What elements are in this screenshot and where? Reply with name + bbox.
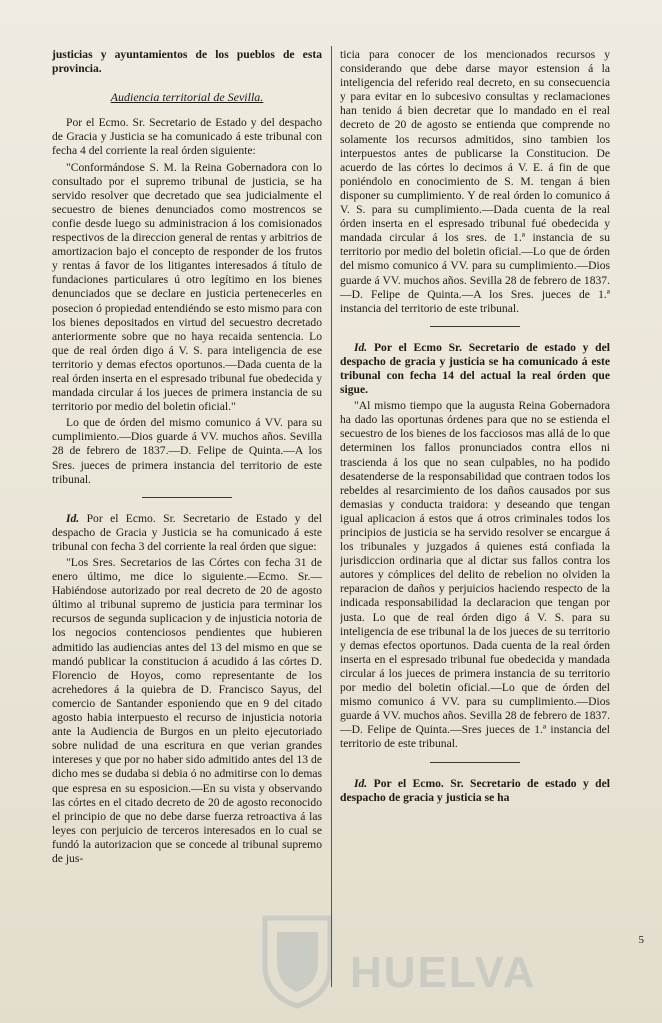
paragraph bbox=[52, 512, 322, 554]
paragraph-text: Por el Ecmo. Sr. Secretario de estado y del despacho de gracia y justicia se ha bbox=[340, 776, 610, 804]
id-marker: Id. bbox=[66, 511, 80, 525]
right-column bbox=[340, 48, 610, 1005]
divider bbox=[430, 326, 520, 327]
section-heading: Audiencia territorial de Sevilla. bbox=[110, 90, 264, 105]
paragraph-text: Por el Ecmo Sr. Secretario de estado y del despacho de gracia y justicia se ha comunicado á este tribunal con fecha 14 del actual la real órden que sigue. bbox=[340, 340, 610, 397]
watermark-text: HUELVA bbox=[350, 948, 537, 997]
intro-line: justicias y ayuntamientos de los pueblos de esta provincia. bbox=[52, 48, 322, 76]
paragraph bbox=[340, 777, 610, 805]
column-rule bbox=[331, 46, 332, 987]
id-marker: Id. bbox=[354, 340, 368, 354]
shield-emblem-icon bbox=[255, 910, 340, 1010]
page-mark: 5 bbox=[638, 934, 644, 946]
paragraph: ticia para conocer de los mencionados recursos y considerando que debe darse mayor estension á la inteligencia del referido real decreto, en su consecuencia y para evitar en lo subcesivo consultas y reclamaciones han tenido á bien decretar que lo mandado en el real decreto de 20 de agosto se entienda que comprende no solamente los recursos admitidos, sino tambien los interpuestos antes de publicarse la Constitucion. De acuerdo de las córtes lo decimos á V. E. á fin de que poniéndolo en conocimiento de S. M. tengan á bien disponer su cumplimiento. Y de real órden lo comunico á V. S. para su cumplimiento.—Dada cuenta de la real órden inserta en el espresado tribunal fué obedecida y mandada circular á los sres. de 1.ª instancia de su territorio por medio del boletin oficial.—Lo que de órden del mismo comunico á VV. para su cumplimiento.—Dios guarde á VV. muchos años. Sevilla 28 de febrero de 1837.—D. Felipe de Quinta.—A los Sres. jueces de 1.ª instancia del territorio de este tribunal. bbox=[340, 48, 610, 315]
divider bbox=[142, 497, 232, 498]
watermark bbox=[255, 910, 555, 1010]
paragraph-text: Por el Ecmo. Sr. Secretario de Estado y del despacho de Gracia y Justicia se ha comunicado á este tribunal con fecha 3 del corriente la real órden que sigue: bbox=[52, 511, 322, 553]
left-column bbox=[52, 48, 322, 1005]
divider bbox=[430, 762, 520, 763]
paragraph bbox=[340, 341, 610, 397]
paragraph: "Los Sres. Secretarios de las Córtes con fecha 31 de enero último, me dice lo siguiente.—Ecmo. Sr.—Habiéndose autorizado por real decreto de 20 de agosto último al tribunal supremo de justicia para terminar los recursos de segunda suplicacion y de injusticia notoria de los negocios contenciosos pendientes que hubieren admitido las audiencias antes del 13 del mismo en que se mandó publicar la constitucion á acudido á las córtes D. Florencio de Hoyos, como representante de los acrehedores á la quiebra de D. Francisco Sayus, del comercio de Santander esponiendo que en 9 del citado agosto habia interpuesto el recurso de injusticia notoria ante la Audiencia de Burgos en un pleito ejecutoriado sobre nulidad de una escritura en que verian grandes intereses y que por no haber sido admitido antes del 13 de dicho mes se dudaba si debia ó no admitirse con lo demas que espresa en su esposicion.—En su vista y observando las córtes en el citado decreto de 20 de agosto reconocido el principio de que no debe darse fuerza retroactiva á las leyes con perjuicio de terceros interesados en lo cual se fundó la autorizacion que se concede al tribunal supremo de jus- bbox=[52, 556, 322, 865]
paragraph: Por el Ecmo. Sr. Secretario de Estado y del despacho de Gracia y Justicia se ha comunicado á este tribunal con fecha 4 del corriente la real órden siguiente: bbox=[52, 116, 322, 158]
paragraph: "Al mismo tiempo que la augusta Reina Gobernadora ha dado las oportunas órdenes para que no se estienda el secuestro de los bienes de los facciosos mas allá de lo que determinen los fallos pronunciados contra ellos ni trascienda á los que no sean culpables, no ha podido desatenderse de la responsabilidad que contraen todos los rebeldes al resarcimiento de los daños causados por sus demasias y conducta traidora: y deseando que tengan igual aplicacion á estos que á otros criminales todos los principios de justicia se ha servido resolver se encargue á los tribunales y juzgados á quienes está confiada la jurisdiccion ordinaria que al dictar sus fallos contra los autores y cómplices del delito de rebelion no olviden la reparacion de daños y perjuicios haciendo respecto de la indicada responsabilidad la declaracion que tengan por justa. Lo que de real órden digo á V. S. para su inteligencia de ese tribunal la de los jueces de su territorio y demas efectos oportunos. Dada cuenta de la real órden inserta en el espresado tribunal fue obedecida y mandada circular á los jueces de primera instancia de su territorio por medio del boletin oficial.—Lo que de órden del mismo comunico á VV. para su cumplimiento.—Dios guarde á VV. muchos años. Sevilla 28 de febrero de 1837.—D. Felipe de Quinta.—Sres jueces de 1.ª instancia del territorio de este tribunal. bbox=[340, 399, 610, 751]
paragraph: "Conformándose S. M. la Reina Gobernadora con lo consultado por el supremo tribunal de justicia, se ha servido resolver que decretado que sea judicialmente el secuestro de bienes denunciados como mostrencos se confie desde luego su administracion á los comisionados respectivos de la direccion general de rentas y arbitrios de amortizacion bajo el concepto de responder de los frutos y rentas á favor de los litigantes interesados á título de fundaciones particulares ú otro legítimo en los bienes denunciados que se declare en justicia pertenecerles en posecion ó propiedad entendiéndo se esto mismo para con los bienes depositados en virtud del secuestro decretado anteriormente sobre que no haya recaida sentencia. Lo que de real órden digo á V. S. para inteligencia de ese territorio y demas efectos oportunos.—Dada cuenta de la real órden inserta en el espresado tribunal fue obedecida y mandada circular á los jueces de primera instancia de su territorio por medio del boletin oficial." bbox=[52, 160, 322, 414]
paragraph: Lo que de órden del mismo comunico á VV. para su cumplimiento.—Dios guarde á VV. muchos años. Sevilla 28 de febrero de 1837.—D. Felipe de Quinta.—A los Sres. jueces de primera instancia del territorio de este tribunal. bbox=[52, 416, 322, 486]
id-marker: Id. bbox=[354, 776, 368, 790]
